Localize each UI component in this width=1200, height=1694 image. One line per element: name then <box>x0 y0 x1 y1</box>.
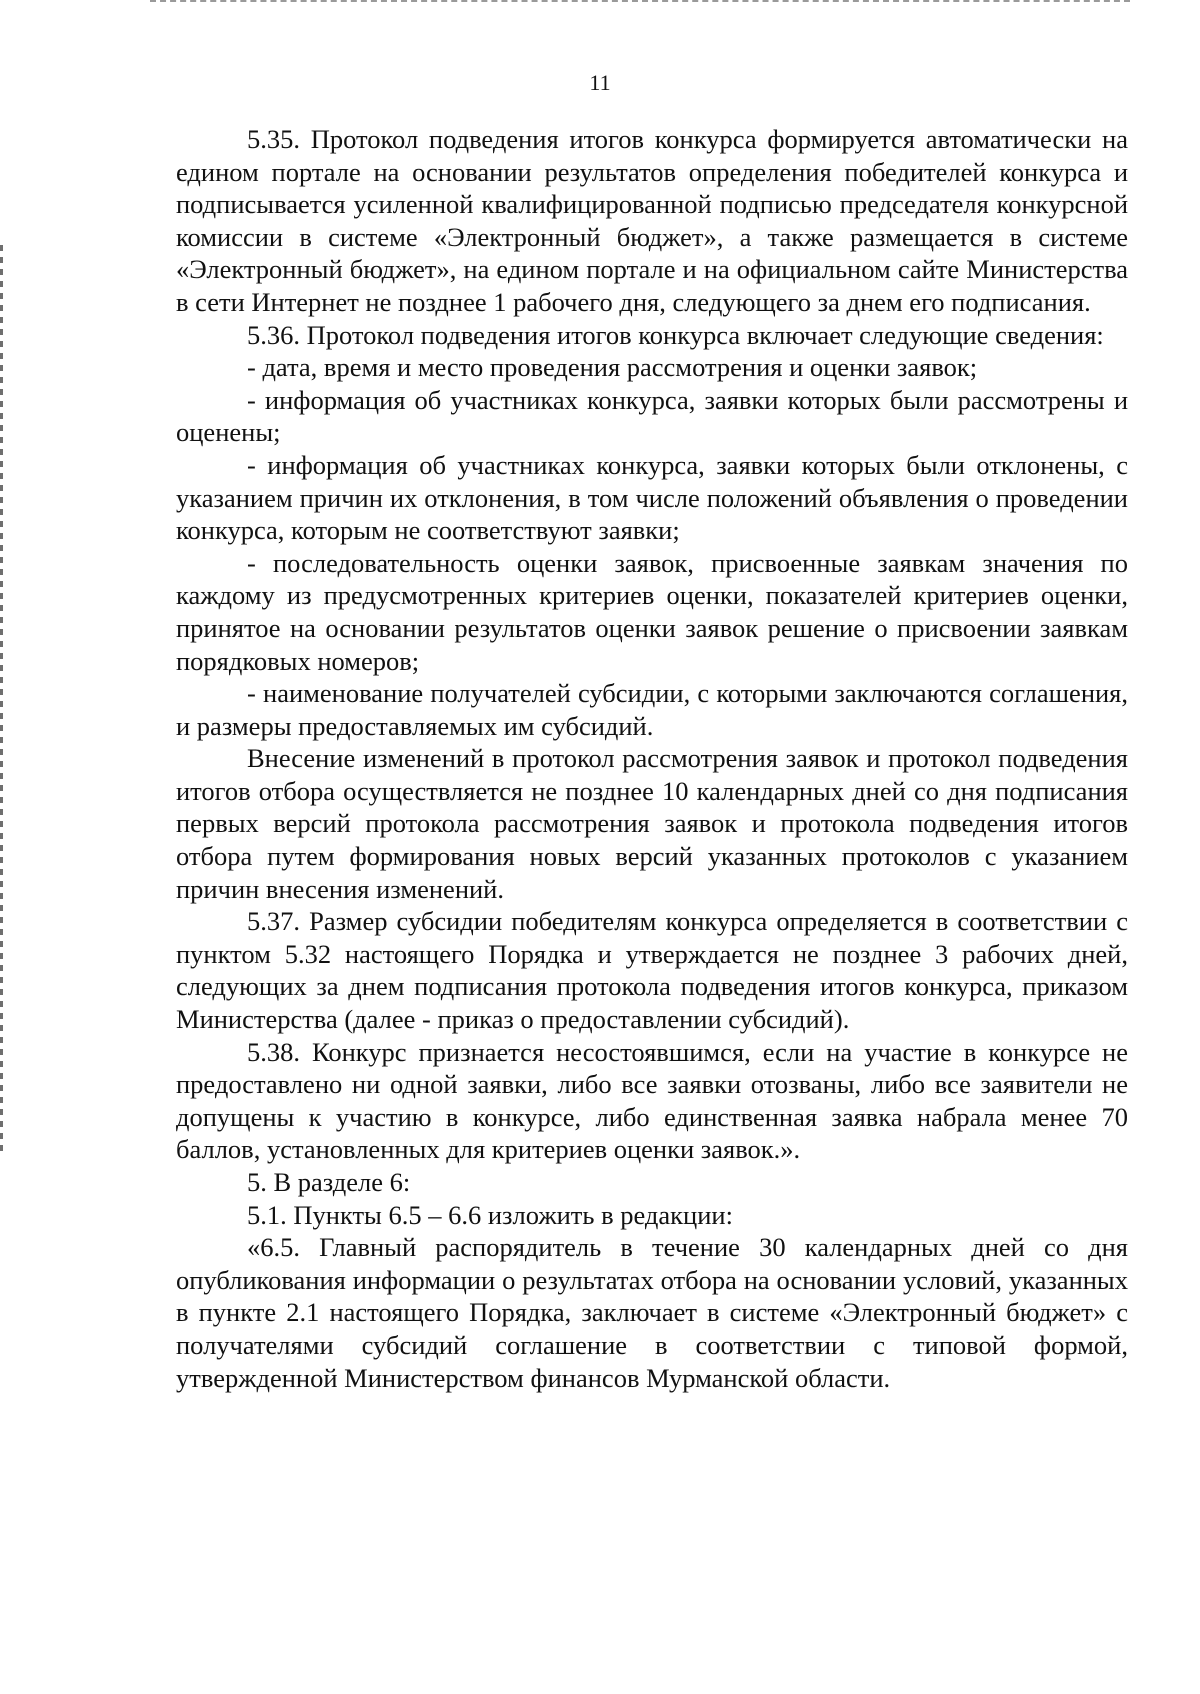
document-body <box>176 123 1128 1394</box>
scan-left-edge <box>0 245 3 1155</box>
paragraph-section-6: 5. В разделе 6: <box>247 1167 411 1197</box>
paragraph-5-1: 5.1. Пункты 6.5 – 6.6 изложить в редакции: <box>247 1199 733 1230</box>
list-item-subsidy-recipients: - наименование получателей субсидии, с которыми заключаются соглашения, и размеры предоставляемых им субсидий. <box>176 678 1128 741</box>
paragraph-5-38: 5.38. Конкурс признается несостоявшимся, если на участие в конкурсе не предоставлено ни одной заявки, либо все заявки отозваны, либо все заявители не допущены к участию в конкурсе, либо единственная заявка набрала менее 70 баллов, установленных для критериев оценки заявок.». <box>176 1036 1128 1165</box>
list-item-evaluation-sequence: - последовательность оценки заявок, присвоенные заявкам значения по каждому из предусмотренных критериев оценки, показателей критериев оценки, принятое на основании результатов оценки заявок решение о присвоении заявкам порядковых номеров; <box>176 547 1128 676</box>
paragraph-6-5: «6.5. Главный распорядитель в течение 30 календарных дней со дня опубликования информации о результатах отбора на основании условий, указанных в пункте 2.1 настоящего Порядка, заключает в системе «Электронный бюджет» с получателями субсидий соглашение в соответствии с типовой формой, утвержденной Министерством финансов Мурманской области. <box>176 1232 1128 1393</box>
paragraph-5-37: 5.37. Размер субсидии победителям конкурса определяется в соответствии с пунктом 5.32 настоящего Порядка и утверждается не позднее 3 рабочих дней, следующих за днем подписания протокола подведения итогов конкурса, приказом Министерства (далее - приказ о предоставлении субсидий). <box>176 906 1128 1035</box>
list-item-evaluated-participants: - информация об участниках конкурса, заявки которых были рассмотрены и оценены; <box>176 384 1128 448</box>
list-item-date-time-place: - дата, время и место проведения рассмотрения и оценки заявок; <box>247 352 978 383</box>
list-item-rejected-participants: - информация об участниках конкурса, заявки которых были отклонены, с указанием причин их отклонения, в том числе положений объявления о проведении конкурса, которым не соответствуют заявки; <box>176 449 1128 546</box>
paragraph-5-35: 5.35. Протокол подведения итогов конкурса формируется автоматически на едином портале на основании результатов определения победителей конкурса и подписывается усиленной квалифицированной подписью председателя конкурсной комиссии в системе «Электронный бюджет», а также размещается в системе «Электронный бюджет», на едином портале и на официальном сайте Министерства в сети Интернет не позднее 1 рабочего дня, следующего за днем его подписания. <box>176 124 1128 317</box>
scan-top-edge <box>150 0 1130 5</box>
paragraph-5-36: 5.36. Протокол подведения итогов конкурса включает следующие сведения: <box>247 319 1104 350</box>
page-number: 11 <box>589 70 611 95</box>
paragraph-protocol-changes: Внесение изменений в протокол рассмотрения заявок и протокол подведения итогов отбора осуществляется не позднее 10 календарных дней со дня подписания первых версий протокола рассмотрения заявок и протокола подведения итогов отбора путем формирования новых версий указанных протоколов с указанием причин внесения изменений. <box>176 743 1128 904</box>
